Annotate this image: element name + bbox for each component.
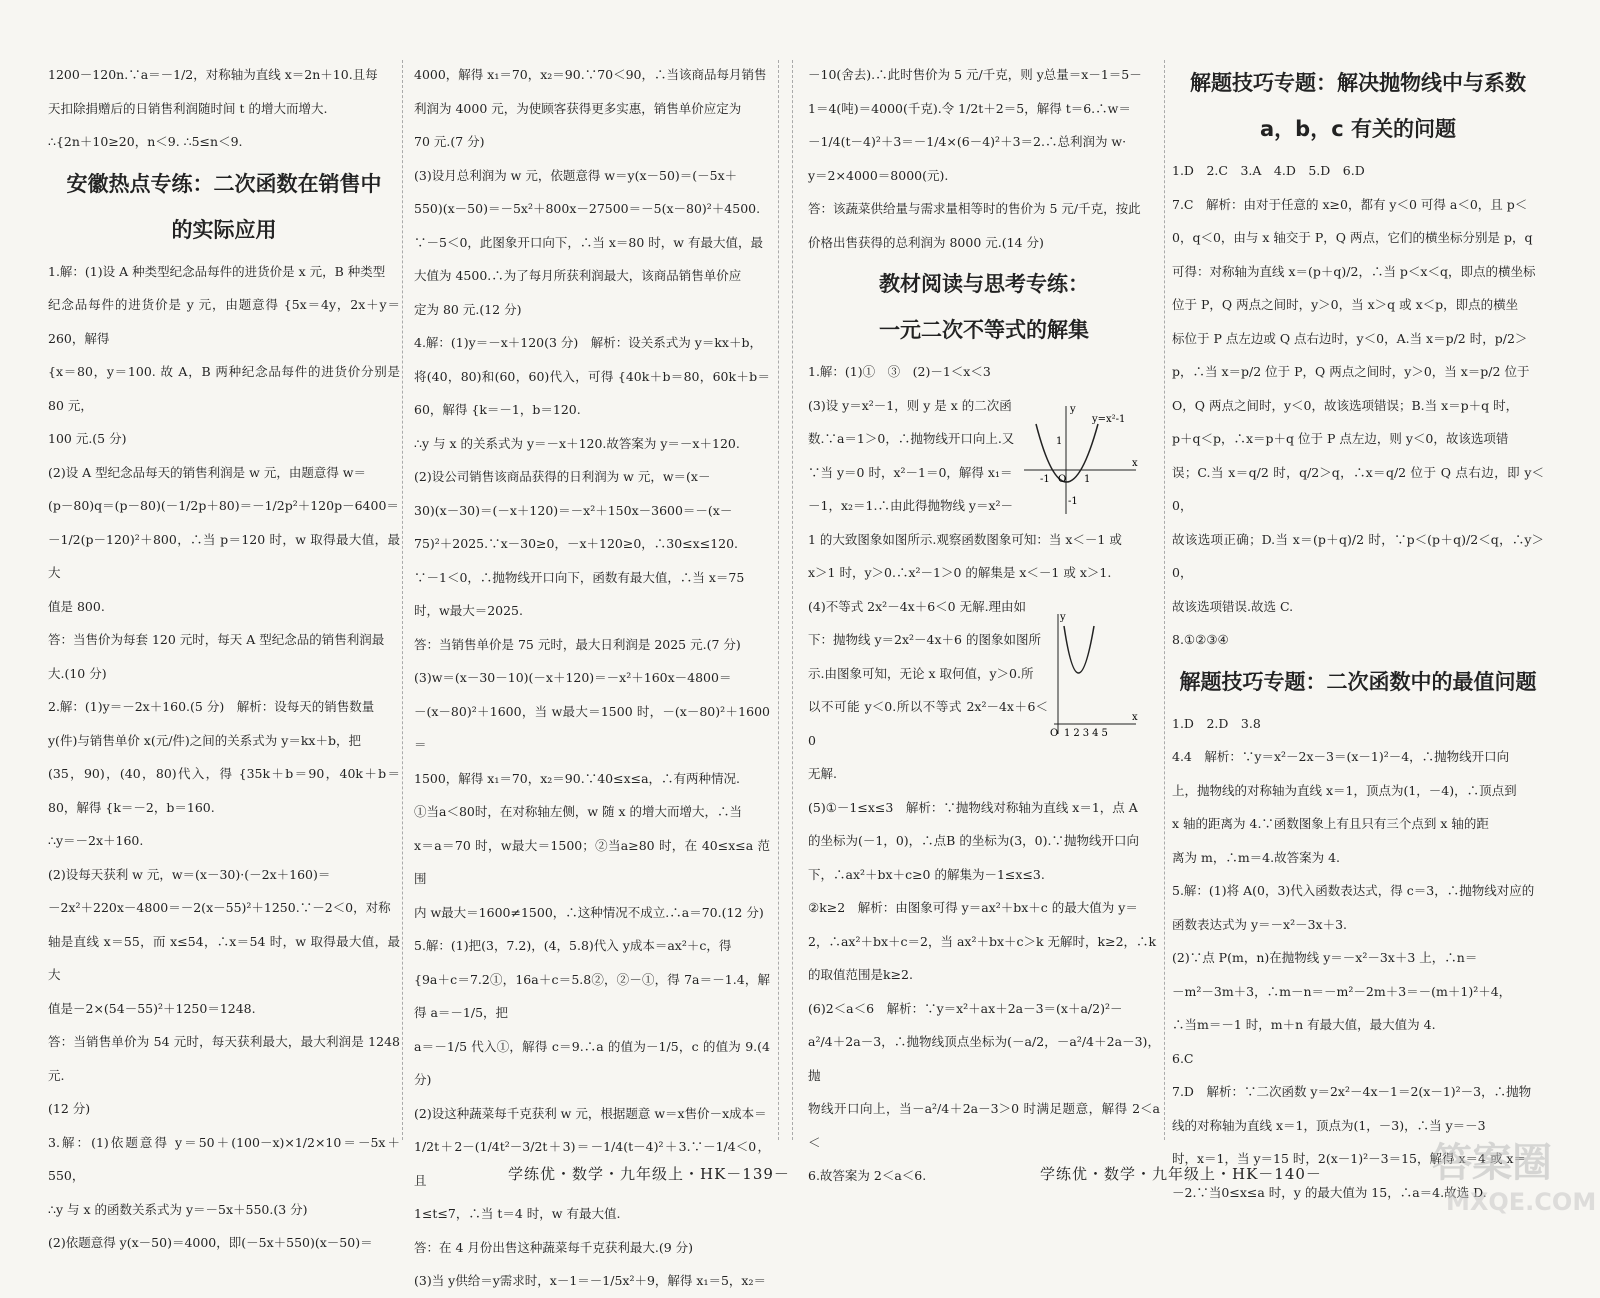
text-line: x＞1 时，y＞0.∴x²－1＞0 的解集是 x＜－1 或 x＞1.	[808, 565, 1112, 580]
text-line: 值是 800.	[48, 598, 105, 614]
heading-textbook-1: 教材阅读与思考专练：	[879, 272, 1089, 296]
footer-page-139: 学练优・数学・九年级上・HK－139－	[508, 1165, 790, 1183]
text-line: ∴y 与 x 的函数关系式为 y＝－5x＋550.(3 分)	[48, 1201, 308, 1217]
text-line: ∵当 y＝0 时，x²－1＝0，解得 x₁＝	[808, 464, 1013, 480]
parabola-figure-2	[1044, 610, 1140, 740]
text-line: 1/2t＋2－(1/4t²－3/2t＋3)＝－1/4(t－4)²＋3.∵－1/4＜0，且	[414, 1139, 770, 1188]
text-line: 75)²＋2025.∵x－30≥0，－x＋120≥0，∴30≤x≤120.	[414, 536, 739, 551]
watermark-logo	[1422, 1128, 1597, 1222]
text-line: (4)不等式 2x²－4x＋6＜0 无解.理由如	[808, 598, 1027, 614]
text-line: y＝2×4000＝8000(元).	[808, 167, 949, 183]
text-line: 8.①②③④	[1172, 632, 1229, 647]
text-line: 故该选项错误.故选 C.	[1172, 598, 1294, 614]
text-line: 2，∴ax²＋bx＋c＝2，当 ax²＋bx＋c＞k 无解时，k≥2，∴k	[808, 933, 1157, 949]
fig1-func-label: y=x²-1	[1092, 414, 1126, 425]
text-line: 下：抛物线 y＝2x²－4x＋6 的图象如图所	[808, 632, 1041, 647]
text-line: 价格出售获得的总利润为 8000 元.(14 分)	[808, 234, 1044, 250]
text-line: ∵－1＜0，∴抛物线开口向下，函数有最大值，∴当 x＝75	[414, 569, 745, 585]
col1-text-b	[48, 255, 400, 1260]
fig1-yneg1: -1	[1068, 496, 1078, 507]
text-line: 6.C	[1172, 1050, 1194, 1066]
text-line: 标位于 P 点左边或 Q 点右边时，y＜0，A.当 x＝p/2 时，p/2＞	[1172, 330, 1528, 346]
fig2-x-label: x	[1132, 712, 1138, 723]
text-line: a²/4＋2a－3，∴抛物线顶点坐标为(－a/2，－a²/4＋2a－3)，抛	[808, 1034, 1160, 1083]
text-line: ∴y 与 x 的关系式为 y＝－x＋120.故答案为 y＝－x＋120.	[414, 435, 740, 451]
text-line: 轴是直线 x＝55，而 x≤54，∴x＝54 时，w 取得最大值，最大	[48, 933, 400, 982]
column-divider	[402, 60, 403, 1140]
text-line: 0，q＜0，由与 x 轴交于 P，Q 两点，它们的横坐标分别是 p，q	[1172, 230, 1533, 245]
text-line: 1＝4(吨)＝4000(千克).令 1/2t＋2＝5，解得 t＝6.∴w＝	[808, 100, 1131, 116]
parabola-figure-1	[1020, 400, 1140, 520]
fig1-neg1: -1	[1040, 474, 1050, 485]
heading-coefficients-1: 解题技巧专题：解决抛物线中与系数	[1190, 71, 1526, 95]
text-line: 1.D 2.D 3.8	[1172, 715, 1261, 731]
text-line: 定为 80 元.(12 分)	[414, 301, 522, 317]
text-line: 可得：对称轴为直线 x＝(p＋q)/2，∴当 p＜x＜q，即点的横坐标	[1172, 263, 1536, 279]
text-line: 答：当销售单价是 75 元时，最大日利润是 2025 元.(7 分)	[414, 636, 741, 652]
text-line: 利润为 4000 元，为使顾客获得更多实惠，销售单价应定为	[414, 100, 742, 116]
text-line: 7.D 解析：∵二次函数 y＝2x²－4x－1＝2(x－1)²－3，∴抛物	[1172, 1084, 1532, 1099]
text-line: (2)依题意得 y(x－50)＝4000，即(－5x＋550)(x－50)＝	[48, 1235, 373, 1250]
text-line: (12 分)	[48, 1101, 91, 1116]
text-line: －1，x₂＝1.∴由此得抛物线 y＝x²－	[808, 498, 1014, 513]
text-line: x 轴的距离为 4.∵函数图象上有且只有三个点到 x 轴的距	[1172, 816, 1489, 831]
text-line: {9a＋c＝7.2①，16a＋c＝5.8②，②－①，得 7a＝－1.4，解得 a＝－1/5，把	[414, 971, 770, 1020]
col4-text-a	[1172, 154, 1544, 657]
text-line: －2x²＋220x－4800＝－2(x－55)²＋1250.∵－2＜0，对称	[48, 900, 391, 915]
text-line: ∴{2n＋10≥20，n＜9. ∴5≤n＜9.	[48, 134, 243, 149]
text-line: (5)①－1≤x≤3 解析：∵抛物线对称轴为直线 x＝1，点 A	[808, 799, 1138, 815]
text-line: 将(40，80)和(60，60)代入，可得 {40k＋b＝80，60k＋b＝60，解得 {k＝－1，b＝120.	[414, 368, 770, 417]
text-line: 4.4 解析：∵y＝x²－2x－3＝(x－1)²－4，∴抛物线开口向	[1172, 749, 1510, 764]
text-line: x＝a＝70 时，w最大＝1500；②当a≥80 时，在 40≤x≤a 范围	[414, 837, 770, 886]
column-divider	[778, 60, 779, 1140]
text-line: 1.解：(1)① ③ (2)－1＜x＜3	[808, 364, 991, 379]
text-line: 1 的大致图象如图所示.观察函数图象可知：当 x＜－1 或	[808, 531, 1122, 547]
text-line: －m²－3m＋3，∴m－n＝－m²－2m＋3＝－(m＋1)²＋4，	[1172, 983, 1512, 999]
text-line: 的坐标为(－1，0)，∴点B 的坐标为(3，0).∵抛物线开口向	[808, 833, 1139, 848]
fig1-y-label: y	[1070, 404, 1076, 415]
heading-coefficients-2: a，b，c 有关的问题	[1260, 117, 1456, 141]
heading-textbook-2: 一元二次不等式的解集	[879, 318, 1089, 342]
text-line: (2)∵点 P(m，n)在抛物线 y＝－x²－3x＋3 上，∴n＝	[1172, 950, 1478, 965]
text-line: {x＝80，y＝100. 故 A，B 两种纪念品每件的进货价分别是 80 元，	[48, 364, 400, 413]
text-line: 下，∴ax²＋bx＋c≥0 的解集为－1≤x≤3.	[808, 866, 1045, 882]
text-line: (35，90)，(40，80)代入，得 {35k＋b＝90，40k＋b＝80，解得 {k＝－2，b＝160.	[48, 766, 400, 815]
text-line: 的取值范围是k≥2.	[808, 967, 913, 982]
fig1-pos1: 1	[1084, 474, 1091, 485]
text-line: 5.解：(1)将 A(0，3)代入函数表达式，得 c＝3，∴抛物线对应的	[1172, 883, 1535, 898]
text-line: －1/4(t－4)²＋3＝－1/4×(6－4)²＋3＝2.∴总利润为 w·	[808, 134, 1127, 149]
text-line: 物线开口向上，当－a²/4＋2a－3＞0 时满足题意，解得 2＜a＜	[808, 1101, 1160, 1150]
text-line: (2)设公司销售该商品获得的日利润为 w 元，w＝(x－	[414, 469, 711, 484]
text-line: 550)(x－50)＝－5x²＋800x－27500＝－5(x－80)²＋4500.	[414, 201, 761, 216]
text-line: 天扣除捐赠后的日销售利润随时间 t 的增大而增大.	[48, 100, 328, 116]
text-line: 1200－120n.∵a＝－1/2，对称轴为直线 x＝2n＋10.且每	[48, 67, 378, 82]
text-line: 位于 P，Q 两点之间时，y＞0，当 x＞q 或 x＜p，即点的横坐	[1172, 297, 1519, 312]
text-line: 离为 m，∴m＝4.故答案为 4.	[1172, 849, 1341, 865]
text-line: 70 元.(7 分)	[414, 134, 485, 149]
text-line: 2.解：(1)y＝－2x＋160.(5 分) 解析：设每天的销售数量	[48, 699, 375, 714]
text-line: 上，抛物线的对称轴为直线 x＝1，顶点为(1，－4)，∴顶点到	[1172, 782, 1517, 798]
heading-sales-1: 安徽热点专练：二次函数在销售中	[66, 171, 382, 196]
text-line: y(件)与销售单价 x(元/件)之间的关系式为 y＝kx＋b，把	[48, 732, 361, 748]
text-line: 1≤t≤7，∴当 t＝4 时，w 有最大值.	[414, 1206, 621, 1221]
text-line: p＋q＜p，∴x＝p＋q 位于 P 点左边，则 y＜0，故该选项错	[1172, 431, 1509, 446]
heading-sales-2: 的实际应用	[171, 217, 277, 242]
text-line: (p－80)q＝(p－80)(－1/2p＋80)＝－1/2p²＋120p－6400＝	[48, 498, 399, 513]
text-line: 时，w最大＝2025.	[414, 603, 523, 618]
text-line: 以不可能 y＜0.所以不等式 2x²－4x＋6＜0	[808, 699, 1048, 748]
fig2-origin: O	[1050, 728, 1059, 739]
col1-text-a	[48, 58, 400, 159]
column-divider	[1164, 60, 1165, 1140]
text-line: 时，x＝1，当 y＝15 时，2(x－1)²－3＝15，解得 x＝4 或 x＝	[1172, 1151, 1526, 1166]
text-line: 示.由图象可知，无论 x 取何值，y＞0.所	[808, 665, 1034, 681]
footer-page-140: 学练优・数学・九年级上・HK－140－	[1040, 1165, 1322, 1183]
text-line: 1.D 2.C 3.A 4.D 5.D 6.D	[1172, 163, 1365, 178]
text-line: －1/2(p－120)²＋800，∴当 p＝120 时，w 取得最大值，最大	[48, 531, 400, 580]
watermark-bottom: MXQE.COM	[1446, 1188, 1597, 1216]
text-line: (3)当 y供给＝y需求时，x－1＝－1/5x²＋9，解得 x₁＝5，x₂＝	[414, 1273, 766, 1288]
text-line: (2)设每天获利 w 元，w＝(x－30)·(－2x＋160)＝	[48, 866, 331, 882]
text-line: 30)(x－30)＝(－x＋120)＝－x²＋150x－3600＝－(x－	[414, 502, 733, 518]
fig2-y-label: y	[1060, 612, 1066, 623]
text-line: 大值为 4500.∴为了每月所获利润最大，该商品销售单价应	[414, 268, 742, 283]
text-line: (2)设这种蔬菜每千克获利 w 元，根据题意 w＝x售价－x成本＝	[414, 1105, 767, 1121]
text-line: 值是－2×(54－55)²＋1250＝1248.	[48, 1000, 256, 1016]
fig2-ticks: 12345	[1064, 728, 1111, 739]
text-line: ①当a＜80时，在对称轴左侧，w 随 x 的增大而增大，∴当	[414, 804, 743, 819]
fig1-x-label: x	[1132, 458, 1138, 469]
text-line: 6.故答案为 2＜a＜6.	[808, 1168, 927, 1183]
watermark-top: 答案圈	[1432, 1140, 1552, 1186]
text-line: 4.解：(1)y＝－x＋120(3 分) 解析：设关系式为 y＝kx＋b，	[414, 335, 762, 350]
text-line: (6)2＜a＜6 解析：∵y＝x²＋ax＋2a－3＝(x＋a/2)²－	[808, 1000, 1123, 1016]
text-line: 答：当售价为每套 120 元时，每天 A 型纪念品的销售利润最	[48, 632, 385, 647]
text-line: 100 元.(5 分)	[48, 431, 127, 446]
text-line: －2.∵当0≤x≤a 时，y 的最大值为 15，∴a＝4.故选 D.	[1172, 1184, 1487, 1200]
text-line: 4000，解得 x₁＝70，x₂＝90.∵70＜90，∴当该商品每月销售	[414, 67, 767, 82]
text-line: (3)w＝(x－30－10)(－x＋120)＝－x²＋160x－4800＝	[414, 670, 732, 685]
text-line: (3)设月总利润为 w 元，依题意得 w＝y(x－50)＝(－5x＋	[414, 167, 738, 183]
text-line: 大.(10 分)	[48, 665, 107, 681]
text-line: (3)设 y＝x²－1，则 y 是 x 的二次函	[808, 397, 1012, 413]
text-line: 7.C 解析：由对于任意的 x≥0，都有 y＜0 可得 a＜0，且 p＜	[1172, 196, 1528, 212]
text-line: (2)设 A 型纪念品每天的销售利润是 w 元，由题意得 w＝	[48, 464, 367, 480]
text-line: 误；C.当 x＝q/2 时，q/2＞q，∴x＝q/2 位于 Q 点右边，即 y＜0，	[1172, 464, 1544, 513]
column-3	[808, 58, 1160, 1183]
text-line: 1.解：(1)设 A 种类型纪念品每件的进货价是 x 元，B 种类型	[48, 263, 386, 279]
text-line: O，Q 两点之间时，y＜0，故该选项错误；B.当 x＝p＋q 时，	[1172, 397, 1519, 413]
text-line: 故该选项正确；D.当 x＝(p＋q)/2 时，∵p＜(p＋q)/2＜q，∴y＞0，	[1172, 531, 1544, 580]
text-line: 无解.	[808, 766, 837, 781]
col2-text	[414, 58, 770, 1298]
text-line: 纪念品每件的进货价是 y 元，由题意得 {5x＝4y，2x＋y＝260，解得	[48, 297, 400, 346]
text-line: －10(舍去).∴此时售价为 5 元/千克，则 y总量＝x－1＝5－	[808, 67, 1142, 82]
column-1	[48, 58, 400, 1250]
text-line: ∴当m＝－1 时，m＋n 有最大值，最大值为 4.	[1172, 1017, 1436, 1032]
text-line: 线的对称轴为直线 x＝1，顶点为(1，－3)，∴当 y＝－3	[1172, 1117, 1486, 1133]
heading-extremes: 解题技巧专题：二次函数中的最值问题	[1179, 669, 1537, 694]
text-line: ∵－5＜0，此图象开口向下，∴当 x＝80 时，w 有最大值，最	[414, 234, 763, 250]
fig1-y1: 1	[1056, 436, 1063, 447]
text-line: 内 w最大＝1600≠1500，∴这种情况不成立.∴a＝70.(12 分)	[414, 904, 764, 920]
text-line: ∴y＝－2x＋160.	[48, 833, 144, 848]
text-line: 函数表达式为 y＝－x²－3x＋3.	[1172, 916, 1348, 932]
text-line: 答：当销售单价为 54 元时，每天获利最大，最大利润是 1248 元.	[48, 1034, 400, 1083]
text-line: －(x－80)²＋1600，当 w最大＝1500 时，－(x－80)²＋1600＝	[414, 703, 770, 752]
column-divider	[792, 60, 793, 1140]
text-line: 答：该蔬菜供给量与需求量相等时的售价为 5 元/千克，按此	[808, 201, 1141, 216]
text-line: 1500，解得 x₁＝70，x₂＝90.∵40≤x≤a，∴有两种情况.	[414, 770, 741, 786]
text-line: p，∴当 x＝p/2 位于 P，Q 两点之间时，y＞0，当 x＝p/2 位于	[1172, 364, 1530, 379]
text-line: ②k≥2 解析：由图象可得 y＝ax²＋bx＋c 的最大值为 y＝	[808, 900, 1138, 915]
text-line: 答：在 4 月份出售这种蔬菜每千克获利最大.(9 分)	[414, 1239, 694, 1255]
text-line: 3.解：(1)依题意得 y＝50＋(100－x)×1/2×10＝－5x＋550，	[48, 1134, 400, 1183]
text-line: 5.解：(1)把(3，7.2)，(4，5.8)代入 y成本＝ax²＋c，得	[414, 938, 732, 953]
text-line: a＝－1/5 代入①，解得 c＝9.∴a 的值为－1/5，c 的值为 9.(4 分)	[414, 1038, 770, 1087]
text-line: 数.∵a＝1＞0，∴抛物线开口向上.又	[808, 431, 1015, 446]
fig1-origin: O	[1058, 474, 1067, 485]
col3-text-a	[808, 58, 1160, 259]
